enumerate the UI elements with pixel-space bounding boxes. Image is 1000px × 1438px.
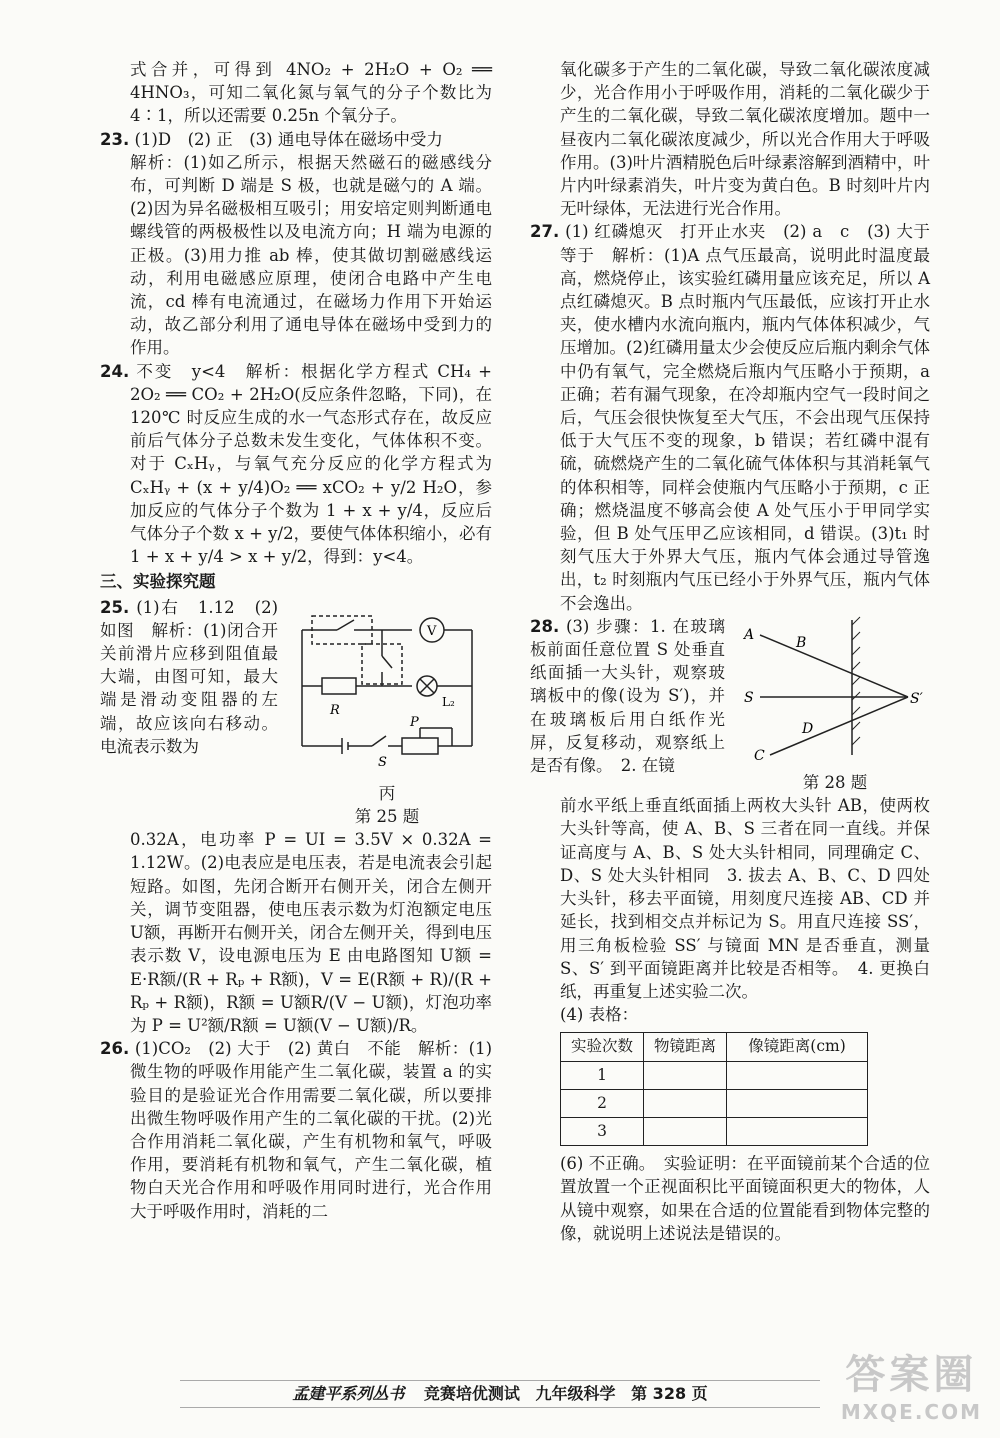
question-number: 25. bbox=[100, 597, 130, 617]
right-column bbox=[530, 58, 947, 1245]
table-row: 1 bbox=[561, 1061, 868, 1089]
analysis-text: (1) 红磷熄灭 打开止水夹 (2) a c (3) 大于 等于 解析：(1)A 点气压最高，说明此时温度最高，燃烧停止，该实验红磷用量应该充足，所以 A 点红磷熄灭。B 点时瓶内气压最低，应该打开止水夹，使水槽内水流向瓶内，瓶内气体体积减少，气压增加。(2)红磷用量太少会使反应后瓶内剩余气体中仍有氧气，完全燃烧后瓶内气压略小于预期，a 正确；若有漏气现象，在冷却瓶内空气一段时间之后，气压会很快恢复至大气压，不会出现气压保持低于大气压不变的现象，b 错误；若红磷中混有硫，硫燃烧产生的二氧化硫气体体积与其消耗氧气的体积相等，同样会使瓶内气压略小于预期，c 正确；燃烧温度不够高会使 A 处气压小于甲同学实验，但 B 处气压甲乙应该相同，d 错误。(3)t₁ 时刻气压大于外界大气压，瓶内气体会通过导管逸出，t₂ 时刻瓶内气压已经小于外界气压，瓶内气体不会逸出。 bbox=[560, 222, 947, 613]
grade-subject: 九年级科学 bbox=[535, 1384, 616, 1403]
point-label: A bbox=[744, 626, 755, 643]
watermark bbox=[841, 1343, 982, 1424]
question-24 bbox=[100, 360, 492, 569]
question-26 bbox=[100, 1037, 492, 1223]
question-25 bbox=[100, 596, 492, 827]
left-column bbox=[100, 58, 492, 1223]
section-heading: 三、实验探究题 bbox=[100, 572, 216, 592]
watermark-url: MXQE.COM bbox=[840, 1400, 982, 1424]
figure-label: 丙 bbox=[378, 783, 396, 803]
answer-text: (3) 步骤：1. 在玻璃板前面任意位置 S 处垂直纸面插一大头针，观察玻璃板中的像(设为 S′)，并在玻璃板后用白纸作光屏，反复移动，观察纸上是否有像。 2. 在镜 bbox=[530, 616, 725, 776]
question-number: 24. bbox=[100, 361, 130, 381]
figure-caption: 第 28 题 bbox=[802, 773, 868, 793]
mirror-figure bbox=[740, 615, 930, 794]
analysis-text: 0.32A，电功率 P = UI = 3.5V × 0.32A = 1.12W。(2)电表应是电压表，若是电流表会引起短路。如图，先闭合断开右侧开关，闭合左侧开关，调节变阻器，使电压表示数为灯泡额定电压 U额，再断开右侧开关，闭合左侧开关，得到电压表示数 V，设电源电压为 E 由电路图知 U额 = E·R额/(R + Rₚ + R额)，V = E(R额 + R)/(R + Rₚ + R额)，R额 = U额R/(V − U额)，灯泡功率为 P = U²额/R额 = U额(V − U额)/R。 bbox=[130, 830, 492, 1035]
question-number: 26. bbox=[100, 1039, 130, 1059]
analysis-text: (1)CO₂ (2) 大于 (2) 黄白 不能 解析：(1)微生物的呼吸作用能产生二氧化碳，装置 a 的实验目的是验证光合作用需要二氧化碳，所以要排出微生物呼吸作用产生的二氧化碳的干扰。(2)光合作用消耗二氧化碳，产生有机物和氧气，呼吸作用，要消耗有机物和氧气，产生二氧化碳，植物白天光合作用和呼吸作用同时进行，光合作用大于呼吸作用时，消耗的二 bbox=[130, 1039, 493, 1221]
question-23 bbox=[100, 128, 492, 151]
paragraph: 式合并，可得到 4NO₂ + 2H₂O + O₂ ══ 4HNO₃，可知二氧化氮与氧气的分子个数比为 4∶1，所以还需要 0.25n 个氧分子。 bbox=[130, 60, 492, 126]
circuit-figure bbox=[282, 596, 492, 829]
rheostat-label: P bbox=[410, 714, 419, 730]
table-header: 像镜距离(cm) bbox=[727, 1033, 868, 1061]
page-number: 第 328 页 bbox=[631, 1384, 708, 1403]
page-footer bbox=[180, 1380, 820, 1408]
question-number: 23. bbox=[100, 129, 130, 149]
answer-text: (1)右 1.12 (2)如图 解析：(1)闭合开关前滑片应移到阻值最大端，由图可知，最大端是滑动变阻器的左端，故应该向右移动。电流表示数为 bbox=[100, 597, 279, 756]
book-title: 竞赛培优测试 bbox=[423, 1384, 520, 1403]
paragraph: 氧化碳多于产生的二氧化碳，导致二氧化碳浓度减少，光合作用小于呼吸作用，消耗的二氧化碳少于产生的二氧化碳，导致二氧化碳浓度增加。题中一昼夜内二氧化碳浓度减少，所以光合作用大于呼吸作用。(3)叶片酒精脱色后叶绿素溶解到酒精中，叶片内叶绿素消失，叶片变为黄白色。B 时刻叶片内无叶绿体，无法进行光合作用。 bbox=[560, 60, 930, 219]
table-label: (4) 表格： bbox=[560, 1005, 639, 1025]
mirror-diagram bbox=[740, 615, 930, 765]
table-row: 2 bbox=[561, 1089, 868, 1117]
analysis-text: 解析：(1)如乙所示，根据天然磁石的磁感线分布，可判断 D 端是 S 极，也就是磁勺的 A 端。(2)因为异名磁极相互吸引；用安培定则判断通电螺线管的两极极性以及电流方向；H 端为电源的正极。(3)用力推 ab 棒，使其做切割磁感线运动，利用电磁感应原理，使闭合电路中产生电流，cd 棒有电流通过，在磁场力作用下开始运动，故乙部分利用了通电导体在磁场中受到力的作用。 bbox=[130, 152, 492, 358]
table-header: 实验次数 bbox=[561, 1033, 644, 1061]
lamp-label: L₂ bbox=[442, 694, 455, 709]
circuit-diagram bbox=[282, 596, 492, 776]
analysis-text: 不变 y<4 解析：根据化学方程式 CH₄ + 2O₂ ══ CO₂ + 2H₂O(反应条件忽略，下同)，在 120℃ 时反应生成的水一气态形式存在，故反应前后气体分子总数未发生变化，气体体积不变。对于 CₓHᵧ，与氧气充分反应的化学方程式为 CₓHᵧ + (x + y/4)O₂ ══ xCO₂ + y/2 H₂O，参加反应的气体分子个数为 1 + x + y/4，反应后气体分子个数 x + y/2，要使气体体积缩小，必有 1 + x + y/4 > x + y/2，得到：y<4。 bbox=[130, 361, 492, 567]
point-label: S bbox=[744, 689, 754, 706]
point-label: S′ bbox=[910, 690, 923, 707]
voltmeter-label: V bbox=[427, 623, 437, 639]
point-label: C bbox=[754, 747, 765, 764]
question-28 bbox=[530, 615, 930, 793]
resistor-label: R bbox=[330, 702, 340, 718]
analysis-text: (6) 不正确。 实验证明：在平面镜前某个合适的位置放置一个正视面积比平面镜面积更大的物体，人从镜中观察，如果在合适的位置能看到物体完整的像，就说明上述说法是错误的。 bbox=[560, 1154, 930, 1243]
switch-label: S bbox=[378, 754, 387, 770]
answer-text: (1)D (2) 正 (3) 通电导体在磁场中受力 bbox=[134, 129, 443, 149]
question-27 bbox=[530, 220, 947, 614]
point-label: B bbox=[796, 634, 807, 651]
question-number: 27. bbox=[530, 222, 560, 242]
point-label: D bbox=[802, 720, 814, 737]
question-number: 28. bbox=[530, 616, 560, 636]
watermark-logo: 答案圈 bbox=[845, 1352, 978, 1398]
table-header: 物镜距离 bbox=[644, 1033, 727, 1061]
analysis-text: 前水平纸上垂直纸面插上两枚大头针 AB，使两枚大头针等高，使 A、B、S 三者在同一直线。并保证高度与 A、B、S 处大头针相同，同理确定 C、D、S 处大头针相同 3. 拔去 A、B、C、D 四处大头针，移去平面镜，用刻度尺连接 AB、CD 并延长，找到相交点并标记为 S。用直尺连接 SS′，用三角板检验 SS′ 与镜面 MN 是否垂直，测量 S、S′ 到平面镜距离并比较是否相等。 4. 更换白纸，再重复上述实验二次。 bbox=[560, 796, 930, 1001]
data-table bbox=[560, 1032, 868, 1146]
table-row: 3 bbox=[561, 1117, 868, 1145]
figure-caption: 第 25 题 bbox=[354, 807, 420, 827]
series-name: 孟建平系列丛书 bbox=[292, 1384, 405, 1403]
